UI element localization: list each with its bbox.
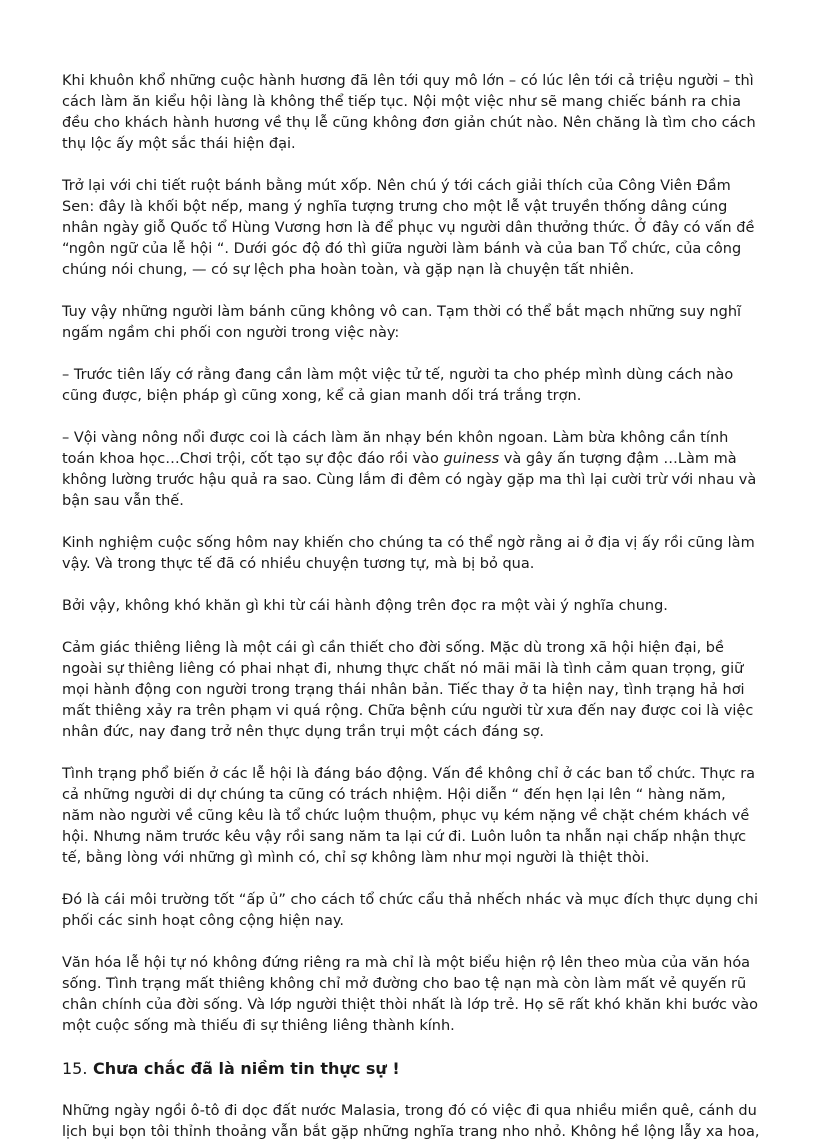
paragraph-point-one: – Trước tiên lấy cớ rằng đang cần làm một việc tử tế, người ta cho phép mình dùng cách nào cũng được, biện pháp gì cũng xong, kể cả gian manh dối trá trắng trợn.: [62, 367, 734, 404]
paragraph-malaysia: Những ngày ngồi ô-tô đi dọc đất nước Malasia, trong đó có việc đi qua nhiều miền quê, cánh du lịch bụi bọn tôi thỉnh thoảng vẫn bắt gặp những nghĩa trang nho nhỏ. Không hề lộng lẫy xa hoa,: [62, 1103, 760, 1140]
paragraph-festival-situation: Tình trạng phổ biến ở các lễ hội là đáng báo động. Vấn đề không chỉ ở các ban tổ chức. Thực ra cả những người di dự chúng ta cũng có trách nhiệm. Hội diễn “ đến hẹn lại lên “ hàng năm, năm nào người về cũng kêu là tổ chức luộm thuộm, phục vụ kém nặng về chặt chém khách về hội. Nhưng năm trước kêu vậy rồi sang năm ta lại cứ đi. Luôn luôn ta nhẫn nại chấp nhận thực tế, bằng lòng với những gì mình có, chỉ sợ không làm như mọi người là thiệt thòi.: [62, 766, 756, 866]
section-number: 15.: [62, 1059, 88, 1078]
paragraph-cake-filling: Trở lại với chi tiết ruột bánh bằng mút xốp. Nên chú ý tới cách giải thích của Công Viên Đầm Sen: đây là khối bột nếp, mang ý nghĩa tượng trưng cho một lễ vật truyền thống dâng cúng nhân ngày giỗ Quốc tổ Hùng Vương hơn là để phục vụ người dân thưởng thức. Ở đây có vấn đề “ngôn ngữ của lễ hội “. Dưới góc độ đó thì giữa người làm bánh và của ban Tổ chức, của công chúng nói chung, — có sự lệch pha hoàn toàn, và gặp nạn là chuyện tất nhiên.: [62, 178, 755, 278]
paragraph-festival-culture: Văn hóa lễ hội tự nó không đứng riêng ra mà chỉ là một biểu hiện rộ lên theo mùa của văn hóa sống. Tình trạng mất thiêng không chỉ mở đường cho bao tệ nạn mà còn làm mất vẻ quyến rũ chân chính của đời sống. Và lớp người thiệt thòi nhất là lớp trẻ. Họ sẽ rất khó khăn khi bước vào một cuộc sống mà thiếu đi sự thiêng liêng thành kính.: [62, 955, 758, 1034]
paragraph-pilgrimage: Khi khuôn khổ những cuộc hành hương đã lên tới quy mô lớn – có lúc lên tới cả triệu người – thì cách làm ăn kiểu hội làng là không thể tiếp tục. Nội một việc như sẽ mang chiếc bánh ra chia đều cho khách hành hương về thụ lễ cũng không đơn giản chút nào. Nên chăng là tìm cho cách thụ lộc ấy một sắc thái hiện đại.: [62, 73, 756, 152]
paragraph-environment: Đó là cái môi trường tốt “ấp ủ” cho cách tổ chức cẩu thả nhếch nhác và mục đích thực dụng chi phối các sinh hoạt công cộng hiện nay.: [62, 892, 758, 929]
paragraph-point-two-start: – Vội vàng nông nổi được coi là cách làm ăn nhạy bén khôn ngoan. Làm bừa không cần tính toán khoa học…Chơi trội, cốt tạo sự độc đáo rồi vào: [62, 430, 729, 467]
paragraph-cake-makers: Tuy vậy những người làm bánh cũng không vô can. Tạm thời có thể bắt mạch những suy nghĩ ngấm ngầm chi phối con người trong việc này:: [62, 304, 742, 341]
guiness-italic: guiness: [443, 451, 500, 467]
paragraph-experience: Kinh nghiệm cuộc sống hôm nay khiến cho chúng ta có thể ngờ rằng ai ở địa vị ấy rồi cũng làm vậy. Và trong thực tế đã có nhiều chuyện tương tự, mà bị bỏ qua.: [62, 535, 755, 572]
paragraph-point-two: [62, 428, 762, 512]
section-heading: [62, 1058, 762, 1080]
document-page: [62, 71, 762, 1143]
section-title: Chưa chắc đã là niềm tin thực sự !: [93, 1059, 400, 1078]
paragraph-sacredness: Cảm giác thiêng liêng là một cái gì cần thiết cho đời sống. Mặc dù trong xã hội hiện đại, bề ngoài sự thiêng liêng có phai nhạt đi, nhưng thực chất nó mãi mãi là tình cảm quan trọng, giữ mọi hành động con người trong trạng thái nhân bản. Tiếc thay ở ta hiện nay, tình trạng hả hơi mất thiêng xảy ra trên phạm vi quá rộng. Chữa bệnh cứu người từ xưa đến nay được coi là việc nhân đức, nay đang trở nên thực dụng trần trụi một cách đáng sợ.: [62, 640, 754, 740]
paragraph-point-two-end: và gây ấn tượng đậm …Làm mà không lường trước hậu quả ra sao. Cùng lắm đi đêm có ngày gặp ma thì lại cười trừ với nhau và bận sau vẫn thế.: [62, 451, 757, 509]
paragraph-general-meaning: Bởi vậy, không khó khăn gì khi từ cái hành động trên đọc ra một vài ý nghĩa chung.: [62, 598, 668, 614]
